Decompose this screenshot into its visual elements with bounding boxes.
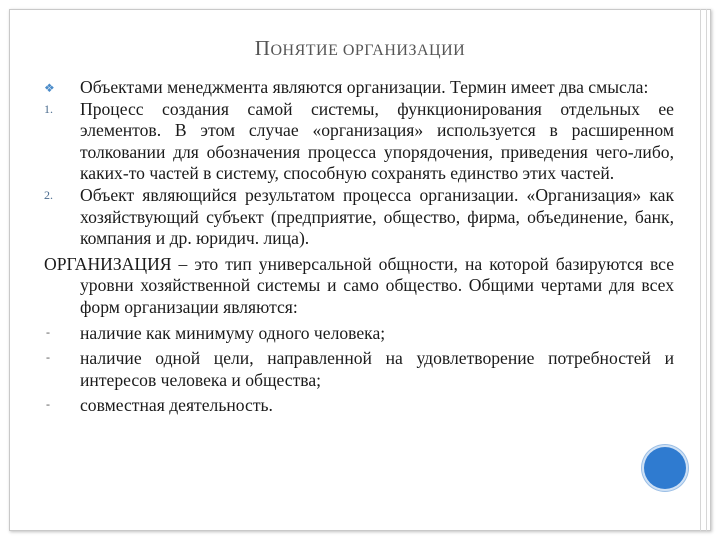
feature-text: наличие одной цели, направленной на удовлетворение потребностей и интересов человека и общества; <box>80 348 674 390</box>
slide-right-border <box>700 9 707 531</box>
feature-item <box>44 323 674 345</box>
numbered-item <box>44 99 674 185</box>
feature-item <box>44 395 674 417</box>
dash-marker: - <box>46 397 50 412</box>
feature-item <box>44 348 674 391</box>
slide-body <box>44 77 674 417</box>
diamond-bullet-icon: ❖ <box>44 81 55 95</box>
numbered-item <box>44 185 674 250</box>
feature-text: наличие как минимуму одного человека; <box>80 322 386 343</box>
definition-text: ОРГАНИЗАЦИЯ – это тип универсальной общности, на которой базируются все уровни хозяйственной системы и само общество. Общими чертами для всех форм организации являются: <box>44 253 674 317</box>
intro-text: Объектами менеджмента являются организации. Термин имеет два смысла: <box>80 77 649 97</box>
feature-text: совместная деятельность. <box>80 395 273 416</box>
item-number: 2. <box>44 187 53 202</box>
numbered-item-text: Процесс создания самой системы, функционирования отдельных ее элементов. В этом случае «организация» используется в расширенном толковании для обозначения процесса упорядочения, приведения чего-либо, каких-то частей в систему, способную сохранять единство этих частей. <box>80 98 674 184</box>
title-first-letter: П <box>254 36 271 60</box>
definition-paragraph <box>44 254 674 319</box>
decorative-circle-icon <box>644 447 686 489</box>
slide-title <box>0 36 720 61</box>
numbered-item-text: Объект являющийся результатом процесса организации. «Организация» как хозяйствующий субъект (предприятие, общество, фирма, объединение, банк, компания и др. юридич. лица). <box>80 184 674 249</box>
dash-marker: - <box>46 324 50 339</box>
item-number: 1. <box>44 101 53 116</box>
title-rest: ОНЯТИЕ ОРГАНИЗАЦИИ <box>270 42 466 59</box>
intro-paragraph <box>44 77 674 99</box>
dash-marker: - <box>46 350 50 365</box>
